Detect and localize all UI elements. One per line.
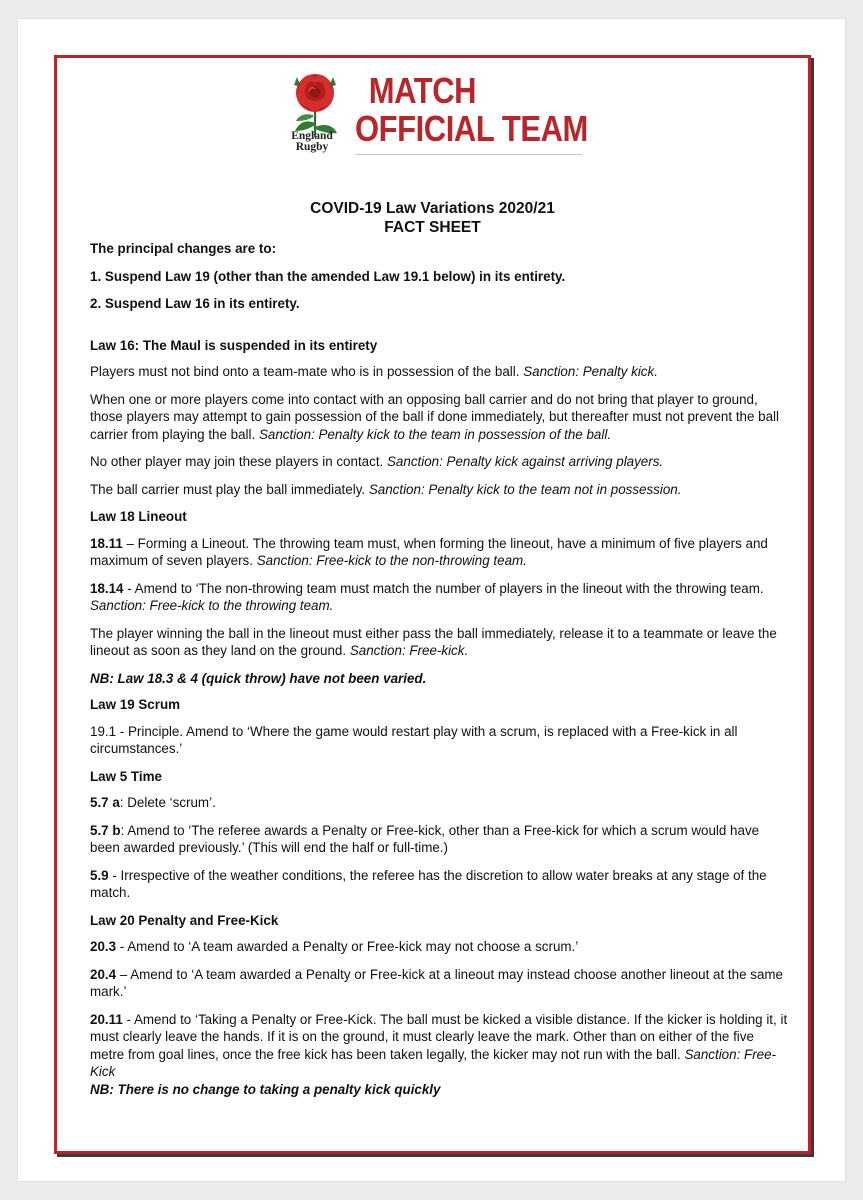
intro-item-1: 1. Suspend Law 19 (other than the amended Law 19.1 below) in its entirety. [90,268,566,284]
law5-clause: 5.9 - Irrespective of the weather conditions, the referee has the discretion to allow water breaks at any stage of the match. [90,867,767,900]
law16-heading: Law 16: The Maul is suspended in its entirety [90,337,378,353]
law19-heading: Law 19 Scrum [90,697,181,712]
law16-paragraph: The ball carrier must play the ball immediately. Sanction: Penalty kick to the team not in possession. [90,481,682,497]
law20-heading: Law 20 Penalty and Free-Kick [90,912,279,928]
law5-heading: Law 5 Time [90,768,162,784]
law5-clause: 5.7 a: Delete ‘scrum’. [90,795,216,810]
law16-paragraph: When one or more players come into contact with an opposing ball carrier and do not bring that player to ground, those players may attempt to gain possession of the ball if done immediately, but thereafter must not prevent the ball carrier from playing the ball. Sanction: Penalty kick to the team in possession of the ball. [90,391,780,442]
law18-clause: 18.11 – Forming a Lineout. The throwing team must, when forming the lineout, have a minimum of five players and maximum of seven players. Sanction: Free-kick to the non-throwing team. [90,535,768,568]
page-border [54,55,811,1154]
intro-lead: The principal changes are to: [90,241,277,256]
law19-clause: 19.1 - Principle. Amend to ‘Where the game would restart play with a scrum, is replaced with a Free-kick in all circumstances.’ [90,723,738,756]
law18-paragraph: The player winning the ball in the lineout must either pass the ball immediately, release it to a teammate or leave the lineout as soon as they land on the ground. Sanction: Free-kick. [90,625,777,658]
law20-note: NB: There is no change to taking a penalty kick quickly [90,1081,441,1097]
law18-clause: 18.14 - Amend to ‘The non-throwing team must match the number of players in the lineout with the throwing team. Sanction: Free-kick to the throwing team. [90,580,764,613]
law20-clause: 20.4 – Amend to ‘A team awarded a Penalty or Free-kick at a lineout may instead choose another lineout at the same mark.’ [90,966,783,999]
law16-paragraph: No other player may join these players in contact. Sanction: Penalty kick against arriving players. [90,454,664,469]
law20-clause: 20.3 - Amend to ‘A team awarded a Penalty or Free-kick may not choose a scrum.’ [90,939,579,954]
page-title: COVID-19 Law Variations 2020/21 FACT SHEET [310,200,555,236]
document-page [18,19,845,1181]
law5-clause: 5.7 b: Amend to ‘The referee awards a Penalty or Free-kick, other than a Free-kick for which a scrum would have been awarded previously.’ (This will end the half or full-time.) [90,822,760,855]
intro-item-2: 2. Suspend Law 16 in its entirety. [90,296,300,311]
brand-name: England Rugby [291,130,333,153]
law20-clause: 20.11 - Amend to ‘Taking a Penalty or Free-Kick. The ball must be kicked a visible distance. If the kicker is holding it, it must clearly leave the hands. If it is on the ground, it must clearly leave the mark. Other than on either of the five metre from goal lines, once the free kick has been taken legally, the kicker may not run with the ball. Sanction: Free-Kick [90,1011,788,1079]
law16-paragraph: Players must not bind onto a team-mate who is in possession of the ball. Sanction: Penalty kick. [90,364,658,379]
match-official-team-title: MATCH OFFICIAL TEAM [355,72,582,155]
header-logo [287,65,588,167]
law18-heading: Law 18 Lineout [90,509,187,524]
fact-sheet-body [90,240,790,1098]
law18-note: NB: Law 18.3 & 4 (quick throw) have not been varied. [90,670,427,686]
